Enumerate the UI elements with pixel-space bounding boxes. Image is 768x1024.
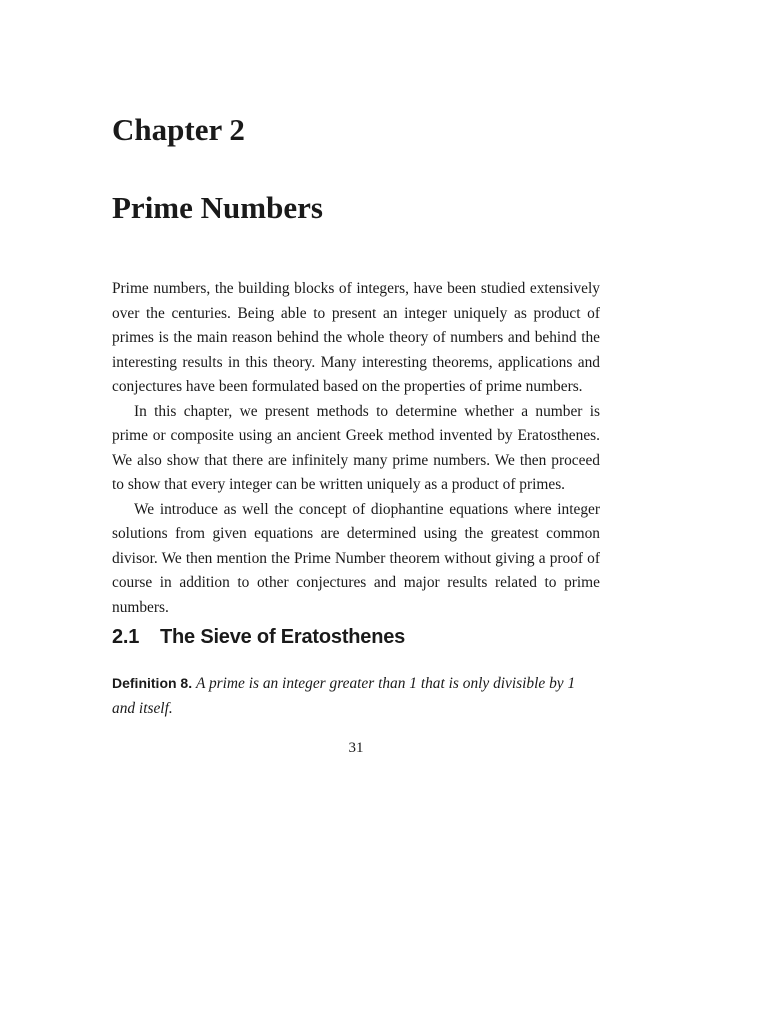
chapter-title: Prime Numbers [112, 190, 323, 225]
definition-block [112, 671, 600, 721]
chapter-intro [112, 277, 600, 620]
page-number: 31 [348, 740, 364, 756]
section-heading [112, 626, 405, 649]
intro-paragraph-2: In this chapter, we present methods to determine whether a number is prime or composite using an ancient Greek method invented by Eratosthenes. We also show that there are infinitely many prime numbers. We then proceed to show that every integer can be written uniquely as a product of primes. [112, 402, 600, 493]
intro-paragraph-3: We introduce as well the concept of diophantine equations where integer solutions from given equations are determined using the greatest common divisor. We then mention the Prime Number theorem without giving a proof of course in addition to other conjectures and major results related to prime numbers. [112, 500, 600, 616]
section-number: 2.1 [112, 626, 140, 648]
definition-text: A prime is an integer greater than 1 that is only divisible by 1 and itself. [112, 675, 576, 717]
section-title: The Sieve of Eratosthenes [160, 626, 406, 648]
definition-label: Definition 8. [112, 675, 193, 691]
intro-paragraph-1: Prime numbers, the building blocks of integers, have been studied extensively over the centuries. Being able to present an integer uniquely as product of primes is the main reason behind the whole theory of numbers and behind the interesting results in this theory. Many interesting theorems, applications and conjectures have been formulated based on the properties of prime numbers. [112, 280, 600, 395]
chapter-label: Chapter 2 [112, 112, 245, 147]
